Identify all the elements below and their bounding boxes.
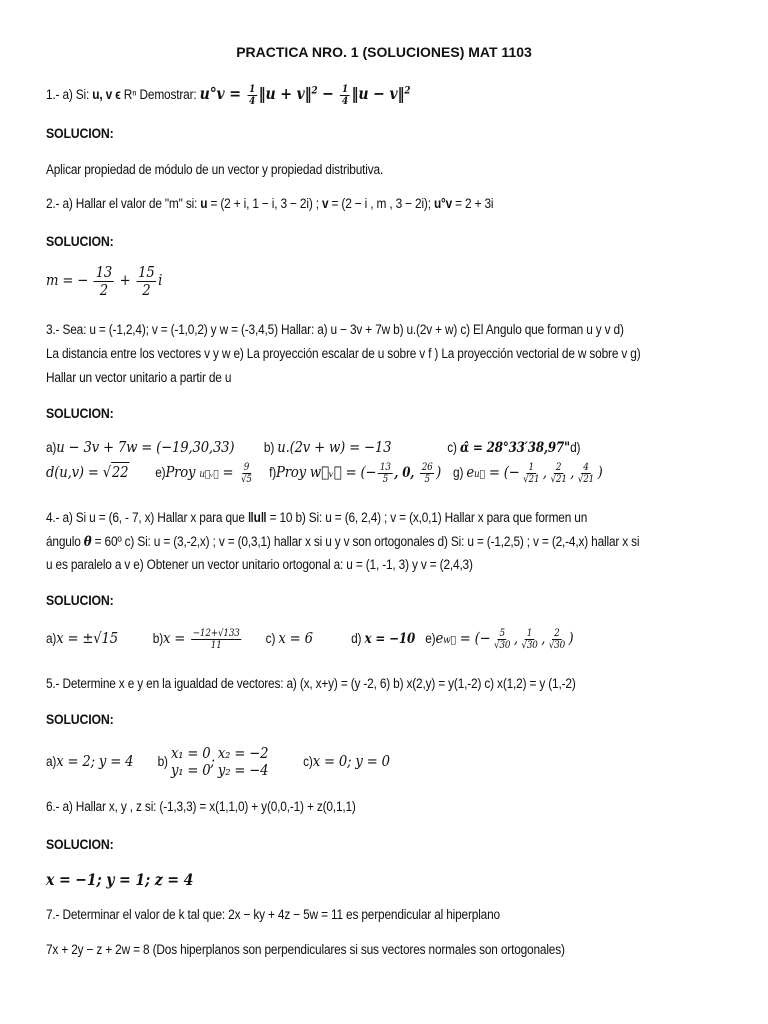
problem-1 — [46, 84, 660, 107]
answer-label: c) — [303, 753, 313, 769]
solution-2 — [46, 264, 660, 298]
solution-5c: x = 0; y = 0 — [312, 751, 390, 770]
solution-3-row-1 — [46, 438, 660, 456]
solucion-heading-6: SOLUCION: — [46, 836, 114, 852]
problem-1-term-2: ‖u − v‖ — [351, 84, 405, 104]
solution-3f-frac-1 — [378, 462, 392, 485]
problem-4-line-3: u es paralelo a v e) Obtener un vector unitario ortogonal a: u = (1, -1, 3) y v = (2,4,3) — [46, 557, 473, 572]
solution-5b-y1: y₁ = 0 — [170, 761, 211, 780]
problem-2 — [46, 196, 660, 211]
solution-3g-lhs: e — [466, 463, 475, 482]
solution-3d-value: 22 — [111, 463, 129, 482]
solution-6: x = −1; y = 1; z = 4 — [46, 870, 194, 889]
frac-den: 2 — [99, 280, 109, 299]
answer-label: b) — [152, 631, 164, 647]
problem-7-line-1: 7.- Determinar el valor de k tal que: 2x − ky + 4z − 5w = 11 es perpendicular al hiperplano — [46, 907, 500, 922]
frac-den: √21 — [577, 474, 595, 485]
answer-label: a) — [46, 753, 57, 769]
frac-den: 11 — [210, 640, 222, 651]
problem-4-line-2 — [46, 534, 660, 550]
answer-label: c) — [447, 440, 457, 455]
problem-1-demostrar: Demostrar: — [136, 87, 200, 103]
answer-label: g) — [453, 465, 464, 481]
problem-3-line-2: La distancia entre los vectores v y w e) La proyección escalar de u sobre v f ) La proyección vectorial de w sobre v g) — [46, 346, 641, 361]
frac-den: √21 — [550, 474, 567, 485]
frac-den: √30 — [521, 640, 538, 651]
problem-2-text-b: = (2 + i, 1 − i, 3 − 2i) ; — [207, 196, 322, 211]
answer-label: c) — [265, 631, 276, 647]
solucion-heading-5: SOLUCION: — [46, 711, 114, 727]
problem-4-text-b: = 10 b) Si: u = (6, 2,4) ; v = (x,0,1) Hallar x para que formen un — [266, 510, 588, 525]
frac-den: 4 — [342, 96, 349, 107]
frac-num: 1 — [249, 84, 256, 95]
problem-5: 5.- Determine x e y en la igualdad de vectores: a) (x, x+y) = (y -2, 6) b) x(2,y) = y(1,-2) c) x(1,2) = y (1,-2) — [46, 676, 576, 691]
solution-3e-sub: u⃗ᵥ⃗ — [199, 469, 219, 481]
problem-4-text-c: ángulo — [46, 534, 84, 549]
solution-4e-frac-2 — [520, 628, 540, 651]
solution-5-row — [46, 745, 660, 780]
answer-label: d) — [570, 440, 581, 455]
solution-3b: u.(2v + w) = −13 — [277, 438, 392, 456]
solution-5b-col-2 — [218, 745, 268, 780]
problem-2-text-d: = 2 + 3i — [452, 196, 494, 211]
frac-den: √21 — [523, 474, 540, 485]
problem-3-line-3: Hallar un vector unitario a partir de u — [46, 370, 232, 385]
sqrt-symbol: √ — [102, 463, 112, 482]
problem-3-line-1: 3.- Sea: u = (-1,2,4); v = (-1,0,2) y w = (-3,4,5) Hallar: a) u − 3v + 7w b) u.(2v + w) c) El Angulo que forman u y v d) — [46, 322, 624, 337]
solucion-heading-2: SOLUCION: — [46, 233, 114, 249]
answer-label: f) — [269, 465, 276, 481]
problem-1-lhs: u°v = — [199, 84, 246, 104]
solution-4a: x = ±√15 — [56, 629, 118, 648]
problem-7-line-2: 7x + 2y − z + 2w = 8 (Dos hiperplanos son perpendiculares si sus vectores normales son ortogonales) — [46, 942, 565, 957]
answer-label: a) — [46, 631, 57, 647]
problem-1-prefix: 1.- a) Si: — [46, 87, 93, 103]
solution-2-frac-2 — [136, 264, 156, 298]
solution-4b-lhs: x = — [163, 629, 190, 648]
solution-4d: x = −10 — [364, 631, 416, 648]
frac-den: 5 — [424, 474, 430, 485]
problem-1-minus: − — [317, 84, 339, 104]
solution-5b-x2: x₂ = −2 — [217, 744, 269, 762]
frac-num: 1 — [528, 462, 534, 473]
solution-4c: x = 6 — [278, 629, 313, 648]
solution-5b-x1: x₁ = 0 — [170, 744, 211, 762]
solution-3g-frac-1 — [521, 462, 541, 485]
answer-label: b) — [157, 753, 168, 769]
frac-num: 1 — [342, 84, 349, 95]
solution-3e-frac — [239, 462, 253, 485]
answer-label: a) — [46, 440, 57, 455]
solution-5b-semicolon: ; — [210, 751, 215, 770]
solution-5b-col-1 — [171, 745, 211, 780]
solution-3f-mid: , 0, — [394, 465, 419, 482]
solution-3g-sub: u⃗ — [474, 469, 485, 481]
solution-3f-frac-2 — [420, 462, 434, 485]
problem-4-theta: θ — [83, 534, 92, 550]
solucion-heading-3: SOLUCION: — [46, 405, 114, 421]
answer-label: e) — [155, 465, 166, 481]
frac-den: √5 — [240, 474, 252, 485]
frac-num: 13 — [379, 462, 391, 473]
solution-3a: u − 3v + 7w = (−19,30,33) — [56, 438, 235, 456]
solution-4e-frac-1 — [492, 628, 512, 651]
frac-num: 2 — [554, 628, 560, 639]
frac-num: 9 — [243, 462, 250, 473]
frac-num: 15 — [138, 263, 155, 281]
frac-num: −12+√133 — [192, 628, 240, 639]
problem-4-text-d: = 60º c) Si: u = (3,-2,x) ; v = (0,3,1) hallar x si u y v son ortogonales d) Si: u = (-1,2,5) ; v = (2,-4,x) hallar x si — [91, 534, 640, 549]
problem-6: 6.- a) Hallar x, y , z si: (-1,3,3) = x(1,1,0) + y(0,0,-1) + z(0,1,1) — [46, 799, 356, 814]
solucion-heading-1: SOLUCION: — [46, 125, 114, 141]
solution-3e-lhs: Proy — [165, 463, 200, 482]
problem-1-vars: u, v — [92, 87, 113, 103]
problem-2-u: u — [200, 196, 208, 211]
page-title: PRACTICA NRO. 1 (SOLUCIONES) MAT 1103 — [236, 44, 532, 60]
solution-5a: x = 2; y = 4 — [56, 751, 134, 770]
frac-den: 2 — [142, 280, 151, 299]
solution-3d-lhs: d(u,v) = — [46, 463, 103, 482]
solution-4e-sub: w⃗ — [443, 635, 456, 647]
answer-label: d) — [351, 631, 362, 647]
problem-1-frac-1 — [247, 84, 256, 107]
frac-den: 4 — [249, 96, 256, 107]
problem-1-frac-2 — [340, 84, 349, 107]
frac-num: 5 — [499, 628, 505, 639]
solution-4b-frac — [191, 628, 241, 651]
problem-1-sq-1: 2 — [311, 85, 318, 97]
solution-4e-lhs: e — [435, 629, 444, 648]
solution-2-i: i — [158, 271, 163, 289]
problem-2-text-a: 2.- a) Hallar el valor de "m" si: — [46, 196, 201, 211]
problem-1-in: ϵ — [112, 87, 124, 103]
solucion-heading-4: SOLUCION: — [46, 592, 114, 608]
frac-num: 4 — [583, 462, 589, 473]
frac-den: √30 — [494, 640, 511, 651]
solution-3c: α̂ = 28°33′38,97" — [459, 440, 571, 456]
problem-2-v: v — [321, 196, 329, 211]
solution-2-frac-1 — [94, 264, 114, 298]
frac-num: 1 — [526, 628, 533, 639]
solution-3f-lhs: Proy w⃗ᵥ⃗ — [275, 463, 342, 482]
problem-1-term-1: ‖u + v‖ — [258, 84, 312, 104]
solution-4-row: a)x = ±√15 b)x = $\frac{-12+√133}{11}$ c) x = 6 d) x = −10 e)ew⃗ = (− $\frac{5}{√30}$ , $\frac{1}{√30}$ , $\frac{2}{√30}$ ) — [46, 628, 574, 651]
solution-5b-y2: y₂ = −4 — [217, 761, 269, 780]
solution-4e-frac-3 — [547, 628, 567, 651]
frac-den: √30 — [548, 640, 566, 651]
problem-4-line-1 — [46, 510, 660, 525]
solution-3g-frac-2 — [549, 462, 569, 485]
problem-2-uv: u°v — [433, 196, 453, 211]
answer-label: e) — [425, 631, 436, 647]
solution-3g-frac-3 — [576, 462, 596, 485]
solution-2-lhs: m = − — [46, 271, 93, 289]
problem-4-norm: ‖u‖ — [247, 510, 267, 525]
solution-3-row-2: d(u,v) = √22 e)Proy u⃗ᵥ⃗ = $\frac{9}{√5}$ f)Proy w⃗ᵥ⃗ = (− $\frac{13}{5}$ , 0, $\frac{26}{5}$ ) g) eu⃗ = (− $\frac{1}{√21}$ , $\frac{2}{√21}$ , $\frac{4}{√21}$ ) — [46, 462, 603, 485]
solution-2-plus: + — [115, 271, 135, 289]
frac-num: 13 — [95, 263, 113, 281]
frac-num: 2 — [555, 462, 562, 473]
frac-num: 26 — [421, 462, 433, 473]
problem-4-text-a: 4.- a) Si u = (6, - 7, x) Hallar x para que — [46, 510, 248, 525]
problem-1-rn: Rⁿ — [123, 87, 137, 103]
problem-1-sq-2: 2 — [404, 85, 411, 97]
answer-label: b) — [263, 440, 275, 455]
solution-1: Aplicar propiedad de módulo de un vector y propiedad distributiva. — [46, 162, 384, 177]
frac-den: 5 — [382, 474, 389, 485]
problem-2-text-c: = (2 − i , m , 3 − 2i); — [328, 196, 434, 211]
